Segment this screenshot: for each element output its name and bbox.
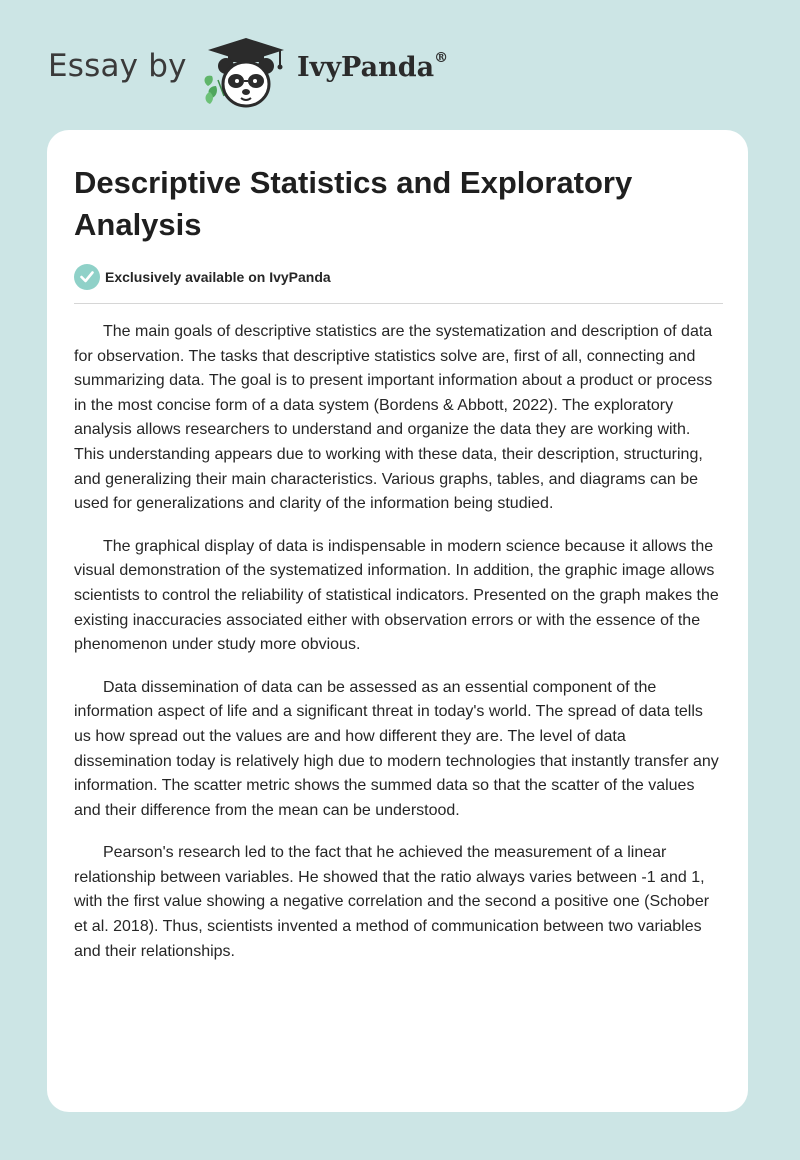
check-circle-icon xyxy=(74,264,100,290)
paragraph: Pearson's research led to the fact that he achieved the measurement of a linear relationship between variables. He showed that the ratio always varies between -1 and 1, with the first value showing a negative correlation and the second a positive one (Schober et al. 2018). Thus, scientists invented a method of communication between two variables and their relationships. xyxy=(74,844,710,960)
paragraph: Data dissemination of data can be assessed as an essential component of the information aspect of life and a significant threat in today's world. The spread of data tells us how spread out the values are and how different they are. The level of data dissemination today is relatively high due to modern technologies that instantly transfer any information. The scatter metric shows the summed data so that the scatter of the values and their difference from the mean can be understood. xyxy=(74,678,719,819)
registered-mark: ® xyxy=(434,50,449,66)
essay-card xyxy=(47,130,748,1112)
panda-graduate-logo-icon[interactable] xyxy=(198,36,290,110)
page-title: Descriptive Statistics and Exploratory Analysis xyxy=(74,165,633,242)
badge-label: Exclusively available on IvyPanda xyxy=(105,268,331,285)
site-header xyxy=(0,0,800,130)
essay-body xyxy=(74,320,724,982)
paragraph: The main goals of descriptive statistics are the systematization and description of data for observation. The tasks that descriptive statistics solve are, first of all, connecting and summarizing data. The goal is to present important information about a product or process in the most concise form of a data system (Bordens & Abbott, 2022). The exploratory analysis allows researchers to understand and organize the data they are working with. This understanding appears due to working with these data, their description, structuring, and generalizing their main characteristics. Various graphs, tables, and diagrams can be used for generalizations and clarity of the information being studied. xyxy=(74,323,713,513)
brand-name[interactable]: IvyPanda® xyxy=(297,50,449,83)
ivy-leaf-icon xyxy=(205,76,224,104)
essay-by-label: Essay by xyxy=(48,48,187,84)
divider xyxy=(74,303,723,304)
paragraph: The graphical display of data is indispensable in modern science because it allows the visual demonstration of the systematized information. In addition, the graphic image allows scientists to control the reliability of statistical indicators. Presented on the graph makes the existing inaccuracies associated either with observation errors or with the essence of the phenomenon under study more obvious. xyxy=(74,537,719,654)
exclusive-badge xyxy=(74,263,331,290)
